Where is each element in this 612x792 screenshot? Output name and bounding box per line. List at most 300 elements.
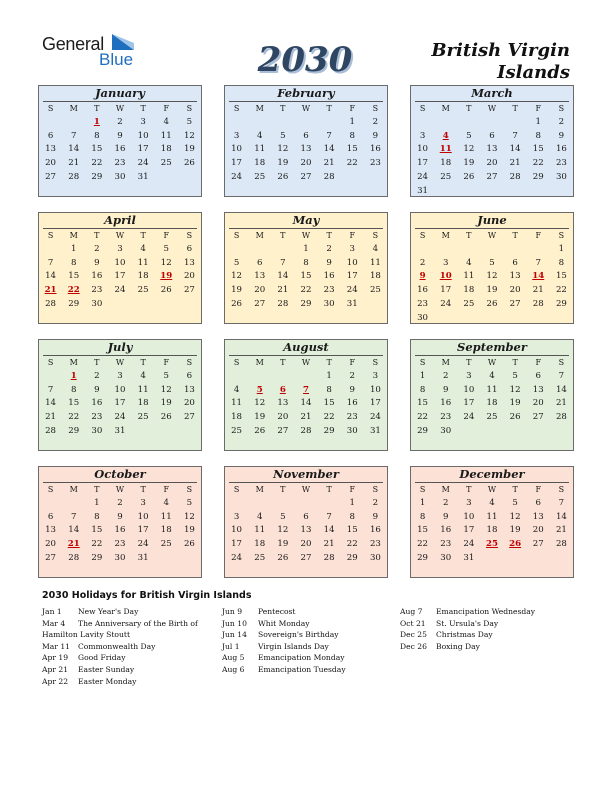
weekday-header: T [466, 358, 472, 367]
day: 18 [486, 398, 498, 409]
day: 5 [163, 370, 169, 381]
weekday-header: M [255, 104, 264, 113]
weekday-header: T [280, 358, 286, 367]
day: 16 [114, 144, 126, 155]
country-name-line-1: British Virgin [431, 40, 570, 61]
day: 23 [91, 412, 103, 423]
month-title: February [277, 86, 335, 100]
day: 4 [372, 243, 379, 254]
day: 31 [137, 171, 149, 182]
holiday-column [42, 606, 202, 687]
weekday-header: T [512, 485, 518, 494]
holiday-name: Emancipation Wednesday [436, 607, 536, 616]
day: 17 [114, 271, 126, 282]
weekday-header: S [47, 358, 54, 367]
holiday-date: Apr 22 [42, 676, 69, 686]
weekday-header: S [372, 485, 379, 494]
day: 15 [68, 398, 80, 409]
day: 7 [326, 130, 332, 141]
month-title: March [471, 86, 513, 100]
day: 23 [91, 285, 103, 296]
weekday-header: W [301, 231, 311, 240]
weekday-header: M [441, 104, 450, 113]
day: 27 [183, 412, 195, 423]
holiday-name: Boxing Day [436, 641, 480, 651]
day: 5 [466, 130, 472, 141]
day: 23 [440, 412, 452, 423]
day: 12 [463, 144, 475, 155]
day: 30 [369, 552, 381, 563]
day: 30 [114, 171, 126, 182]
weekday-header: F [163, 231, 170, 240]
holiday-date: Aug 6 [222, 664, 245, 674]
day: 10 [369, 384, 381, 395]
day: 7 [280, 257, 286, 268]
holiday-name: St. Ursula's Day [436, 618, 499, 628]
day: 26 [486, 298, 498, 309]
day: 23 [114, 158, 126, 169]
holiday-day: 6 [279, 384, 286, 395]
brand-word-general: General [42, 34, 104, 54]
day: 15 [91, 144, 103, 155]
day: 27 [532, 412, 544, 423]
holiday-name: New Year's Day [78, 607, 139, 616]
weekday-header: T [280, 485, 286, 494]
day: 12 [277, 525, 289, 536]
day: 28 [555, 539, 567, 550]
holiday-date: Jun 9 [222, 607, 243, 616]
empty-day [411, 243, 434, 257]
holidays-title: 2030 Holidays for British Virgin Islands [42, 590, 252, 601]
day: 8 [558, 257, 565, 268]
day: 25 [369, 285, 381, 296]
day: 4 [233, 384, 240, 395]
holiday-day: 4 [442, 130, 449, 141]
day: 9 [349, 384, 355, 395]
day: 22 [346, 539, 358, 550]
day: 29 [68, 298, 80, 309]
day: 21 [323, 158, 335, 169]
day: 28 [509, 171, 521, 182]
day: 13 [532, 384, 544, 395]
weekday-header: S [372, 358, 379, 367]
day: 24 [346, 285, 358, 296]
day: 29 [323, 425, 335, 436]
day: 21 [532, 285, 544, 296]
empty-day [457, 116, 480, 130]
empty-day [271, 370, 294, 384]
empty-day [271, 497, 294, 511]
weekday-header: F [349, 358, 356, 367]
holiday-date: Jan 1 [42, 607, 62, 616]
weekday-header: S [47, 485, 54, 494]
weekday-header: W [487, 358, 497, 367]
day: 3 [140, 116, 146, 127]
day: 31 [346, 298, 358, 309]
weekday-header: T [326, 358, 332, 367]
month-title: June [477, 213, 507, 227]
weekday-header: W [301, 104, 311, 113]
day: 7 [558, 370, 565, 381]
weekday-header: T [326, 231, 332, 240]
holiday-name: The Anniversary of the Birth of Hamilton Lavity Stoutt [42, 618, 198, 640]
weekday-header: S [233, 485, 240, 494]
day: 1 [419, 370, 426, 381]
weekday-header: T [140, 104, 146, 113]
holiday-date: Jun 10 [222, 618, 247, 628]
day: 26 [183, 539, 195, 550]
day: 1 [558, 243, 565, 254]
weekday-header: S [233, 104, 240, 113]
day: 16 [91, 271, 103, 282]
day: 28 [68, 552, 80, 563]
day: 12 [509, 511, 521, 522]
weekday-header: S [186, 485, 193, 494]
day: 17 [369, 398, 381, 409]
day: 3 [372, 370, 379, 381]
day: 27 [300, 171, 312, 182]
holiday-column [222, 606, 392, 676]
day: 6 [303, 511, 309, 522]
holiday-day: 21 [67, 539, 80, 550]
day: 18 [160, 525, 172, 536]
day: 6 [256, 257, 263, 268]
day: 29 [68, 425, 80, 436]
weekday-header: S [558, 485, 565, 494]
day: 1 [303, 243, 309, 254]
holiday-date: Mar 4 [42, 618, 66, 628]
day: 30 [91, 298, 103, 309]
day: 9 [117, 130, 123, 141]
holiday-date: Dec 25 [400, 630, 427, 640]
holiday-day: 10 [439, 271, 452, 282]
day: 4 [140, 243, 146, 254]
day: 15 [68, 271, 80, 282]
day-grid [225, 229, 387, 312]
holiday-entry [222, 664, 392, 676]
weekday-header: T [466, 104, 472, 113]
day: 23 [114, 539, 126, 550]
weekday-header: S [186, 231, 193, 240]
day: 25 [254, 552, 266, 563]
day: 6 [47, 511, 54, 522]
day: 15 [555, 271, 567, 282]
day: 13 [183, 384, 195, 395]
day: 14 [300, 398, 312, 409]
empty-day [248, 370, 271, 384]
empty-day [504, 243, 527, 257]
day: 3 [233, 130, 240, 141]
day: 17 [137, 525, 149, 536]
day: 13 [45, 525, 57, 536]
day: 1 [326, 370, 332, 381]
day: 28 [532, 298, 544, 309]
day: 29 [91, 552, 103, 563]
holiday-entry [42, 664, 202, 676]
weekday-header: S [233, 358, 240, 367]
holiday-name: Sovereign's Birthday [258, 630, 339, 640]
day: 13 [300, 144, 312, 155]
holiday-entry [222, 606, 392, 618]
day: 6 [186, 370, 193, 381]
weekday-header: T [280, 104, 286, 113]
holiday-day: 5 [256, 384, 263, 395]
day: 3 [419, 130, 426, 141]
holiday-entry [42, 652, 202, 664]
day: 3 [117, 243, 123, 254]
day: 20 [45, 158, 57, 169]
day: 16 [555, 144, 567, 155]
day: 2 [117, 116, 123, 127]
day-grid [39, 102, 201, 185]
holiday-date: Oct 21 [400, 618, 426, 628]
day: 21 [555, 398, 567, 409]
holiday-date: Apr 19 [42, 653, 69, 663]
day: 26 [231, 298, 243, 309]
day: 10 [417, 144, 429, 155]
day: 31 [114, 425, 126, 436]
day: 4 [256, 130, 263, 141]
day: 11 [160, 130, 172, 141]
month-july [38, 339, 202, 451]
holiday-date: Jul 1 [222, 641, 240, 651]
day: 13 [45, 144, 57, 155]
day-grid [411, 483, 573, 566]
day: 30 [555, 171, 567, 182]
day: 11 [137, 257, 149, 268]
weekday-header: F [163, 485, 170, 494]
weekday-header: S [558, 231, 565, 240]
weekday-header: S [372, 104, 379, 113]
day: 3 [233, 511, 240, 522]
day: 19 [183, 144, 195, 155]
empty-day [225, 243, 248, 257]
day: 25 [137, 285, 149, 296]
day: 25 [463, 298, 475, 309]
day: 13 [277, 398, 289, 409]
day: 28 [68, 171, 80, 182]
day: 13 [254, 271, 266, 282]
weekday-header: M [69, 485, 78, 494]
day: 8 [70, 257, 77, 268]
day: 20 [183, 271, 195, 282]
weekday-header: T [512, 231, 518, 240]
weekday-header: S [372, 231, 379, 240]
holiday-name: Commonwealth Day [78, 641, 156, 651]
day: 17 [417, 158, 429, 169]
weekday-header: W [301, 485, 311, 494]
weekday-header: F [349, 104, 356, 113]
holiday-column [400, 606, 570, 652]
day: 9 [94, 257, 100, 268]
day: 19 [277, 539, 289, 550]
empty-day [271, 243, 294, 257]
day: 13 [486, 144, 498, 155]
weekday-header: F [349, 231, 356, 240]
day: 8 [349, 511, 355, 522]
day: 19 [509, 398, 521, 409]
day: 16 [346, 398, 358, 409]
weekday-header: S [186, 358, 193, 367]
holiday-entry [400, 629, 570, 641]
month-title: May [292, 213, 320, 227]
brand-logo [42, 34, 142, 74]
day: 5 [280, 130, 286, 141]
day: 1 [349, 116, 355, 127]
day: 1 [349, 497, 355, 508]
day: 7 [47, 384, 54, 395]
day: 24 [231, 171, 243, 182]
day: 31 [463, 552, 475, 563]
day: 4 [163, 116, 169, 127]
day: 23 [346, 412, 358, 423]
day: 13 [183, 257, 195, 268]
day: 15 [346, 144, 358, 155]
day: 28 [323, 552, 335, 563]
day: 25 [160, 539, 172, 550]
weekday-header: T [140, 358, 146, 367]
day: 10 [114, 384, 126, 395]
day: 29 [91, 171, 103, 182]
weekday-header: T [466, 485, 472, 494]
day: 2 [94, 243, 100, 254]
day: 10 [137, 130, 149, 141]
weekday-header: M [69, 358, 78, 367]
day: 4 [489, 370, 495, 381]
day: 22 [346, 158, 358, 169]
day: 18 [486, 525, 498, 536]
day: 9 [326, 257, 332, 268]
day: 3 [349, 243, 355, 254]
holiday-day: 21 [44, 285, 57, 296]
month-title: April [104, 213, 136, 227]
day: 17 [463, 525, 475, 536]
day: 5 [512, 370, 518, 381]
day: 15 [532, 144, 544, 155]
day: 8 [303, 257, 309, 268]
weekday-header: S [558, 358, 565, 367]
day: 15 [323, 398, 335, 409]
day: 30 [91, 425, 103, 436]
day: 17 [463, 398, 475, 409]
day: 6 [489, 130, 495, 141]
day: 24 [137, 158, 149, 169]
day: 22 [300, 285, 312, 296]
day: 20 [45, 539, 57, 550]
weekday-header: F [535, 485, 542, 494]
day: 22 [68, 412, 80, 423]
day: 18 [463, 285, 475, 296]
holiday-date: Dec 26 [400, 641, 427, 651]
flag-triangle-icon [112, 34, 134, 50]
day: 20 [277, 412, 289, 423]
day: 27 [45, 171, 57, 182]
day: 6 [535, 370, 541, 381]
day: 27 [277, 425, 289, 436]
day: 2 [419, 257, 426, 268]
holiday-day: 14 [532, 271, 545, 282]
holiday-name: Emancipation Tuesday [258, 664, 346, 674]
weekday-header: S [419, 485, 426, 494]
day: 30 [346, 425, 358, 436]
day: 4 [489, 497, 495, 508]
day: 9 [442, 384, 449, 395]
day: 10 [114, 257, 126, 268]
day: 21 [555, 525, 567, 536]
weekday-header: F [535, 231, 542, 240]
day: 1 [70, 243, 77, 254]
holiday-entry [400, 618, 570, 630]
holiday-day: 9 [419, 271, 426, 282]
holiday-name: Easter Monday [78, 676, 137, 686]
empty-day [434, 243, 457, 257]
empty-day [271, 116, 294, 130]
weekday-header: M [441, 485, 450, 494]
day: 14 [323, 144, 335, 155]
day: 13 [509, 271, 521, 282]
weekday-header: T [140, 231, 146, 240]
month-title: January [95, 86, 145, 100]
weekday-header: W [115, 358, 125, 367]
day: 6 [186, 243, 193, 254]
day: 3 [442, 257, 449, 268]
day: 19 [486, 285, 498, 296]
day-grid [39, 356, 201, 439]
day: 16 [323, 271, 335, 282]
weekday-header: T [94, 104, 100, 113]
day: 15 [417, 398, 429, 409]
day: 16 [114, 525, 126, 536]
empty-day [527, 243, 550, 257]
day: 22 [91, 539, 103, 550]
month-august [224, 339, 388, 451]
day: 14 [68, 525, 80, 536]
month-may [224, 212, 388, 324]
holiday-name: Good Friday [78, 653, 126, 663]
day: 11 [254, 144, 266, 155]
day-grid [225, 102, 387, 185]
day: 14 [45, 271, 57, 282]
holiday-entry [42, 676, 202, 688]
day: 2 [326, 243, 332, 254]
empty-day [248, 497, 271, 511]
day: 16 [417, 285, 429, 296]
weekday-header: S [419, 358, 426, 367]
day: 1 [535, 116, 541, 127]
weekday-header: T [140, 485, 146, 494]
day: 19 [183, 525, 195, 536]
empty-day [248, 243, 271, 257]
weekday-header: S [558, 104, 565, 113]
day: 9 [94, 384, 100, 395]
day: 10 [231, 525, 243, 536]
empty-day [39, 370, 62, 384]
day: 7 [326, 511, 332, 522]
weekday-header: W [115, 485, 125, 494]
day: 12 [486, 271, 498, 282]
holiday-name: Pentecost [258, 607, 296, 616]
day: 18 [440, 158, 452, 169]
day: 17 [440, 285, 452, 296]
holiday-entry [400, 606, 570, 618]
day: 28 [45, 425, 57, 436]
holiday-name: Christmas Day [436, 630, 493, 640]
day: 10 [463, 384, 475, 395]
weekday-header: S [47, 231, 54, 240]
weekday-header: T [326, 485, 332, 494]
day: 21 [45, 412, 57, 423]
day: 24 [137, 539, 149, 550]
